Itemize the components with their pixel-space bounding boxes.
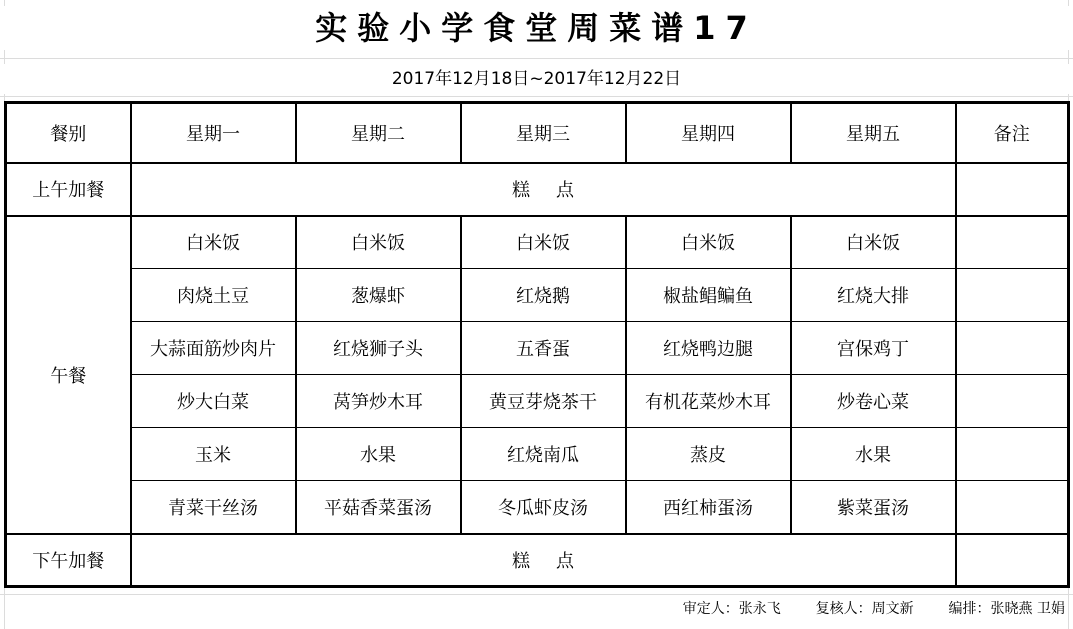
dish-cell: 五香蛋 xyxy=(461,322,626,375)
remark-cell xyxy=(956,216,1069,269)
page-title: 实验小学食堂周菜谱17 xyxy=(0,6,1073,50)
dish-cell: 平菇香菜蛋汤 xyxy=(296,481,461,534)
dish-cell: 蒸皮 xyxy=(626,428,791,481)
remark-cell xyxy=(956,534,1069,587)
dish-cell: 红烧南瓜 xyxy=(461,428,626,481)
lunch-row xyxy=(6,322,1069,375)
header-row xyxy=(6,103,1069,163)
morning-snack-text: 糕点 xyxy=(512,180,600,201)
dish-cell: 水果 xyxy=(296,428,461,481)
dish-cell: 冬瓜虾皮汤 xyxy=(461,481,626,534)
afternoon-snack-text: 糕点 xyxy=(512,550,600,572)
header-day: 星期三 xyxy=(461,103,626,163)
afternoon-snack-row xyxy=(6,534,1069,587)
dish-cell: 红烧大排 xyxy=(791,269,956,322)
dish-cell: 葱爆虾 xyxy=(296,269,461,322)
dish-cell: 白米饭 xyxy=(626,216,791,269)
dish-cell: 白米饭 xyxy=(131,216,296,269)
header-day: 星期一 xyxy=(131,103,296,163)
header-remark: 备注 xyxy=(956,103,1069,163)
dish-cell: 有机花菜炒木耳 xyxy=(626,375,791,428)
dish-cell: 炒卷心菜 xyxy=(791,375,956,428)
afternoon-snack-content xyxy=(131,534,956,587)
dish-cell: 肉烧土豆 xyxy=(131,269,296,322)
lunch-row xyxy=(6,216,1069,269)
dish-cell: 大蒜面筋炒肉片 xyxy=(131,322,296,375)
morning-snack-content xyxy=(131,163,956,216)
date-range: 2017年12月18日~2017年12月22日 xyxy=(0,64,1073,94)
remark-cell xyxy=(956,428,1069,481)
gridline xyxy=(0,96,1073,97)
lunch-row xyxy=(6,375,1069,428)
reviewer-credit: 审定人：张永飞 xyxy=(682,601,781,617)
gridline xyxy=(0,594,1073,595)
afternoon-snack-label: 下午加餐 xyxy=(6,534,131,587)
dish-cell: 白米饭 xyxy=(296,216,461,269)
morning-snack-row xyxy=(6,163,1069,216)
lunch-row xyxy=(6,428,1069,481)
header-meal: 餐别 xyxy=(6,103,131,163)
lunch-row xyxy=(6,269,1069,322)
dish-cell: 白米饭 xyxy=(791,216,956,269)
checker-credit: 复核人：周文新 xyxy=(815,601,914,617)
dish-cell: 莴笋炒木耳 xyxy=(296,375,461,428)
lunch-row xyxy=(6,481,1069,534)
lunch-label: 午餐 xyxy=(6,216,131,534)
dish-cell: 红烧鸭边腿 xyxy=(626,322,791,375)
morning-snack-label: 上午加餐 xyxy=(6,163,131,216)
dish-cell: 紫菜蛋汤 xyxy=(791,481,956,534)
remark-cell xyxy=(956,481,1069,534)
header-day: 星期二 xyxy=(296,103,461,163)
header-day: 星期四 xyxy=(626,103,791,163)
dish-cell: 黄豆芽烧茶干 xyxy=(461,375,626,428)
remark-cell xyxy=(956,322,1069,375)
dish-cell: 青菜干丝汤 xyxy=(131,481,296,534)
dish-cell: 红烧狮子头 xyxy=(296,322,461,375)
remark-cell xyxy=(956,375,1069,428)
dish-cell: 白米饭 xyxy=(461,216,626,269)
editor-credit: 编排：张晓燕 卫娟 xyxy=(948,601,1065,617)
remark-cell xyxy=(956,163,1069,216)
dish-cell: 椒盐鲳鳊鱼 xyxy=(626,269,791,322)
dish-cell: 红烧鹅 xyxy=(461,269,626,322)
weekly-menu-table xyxy=(4,101,1070,588)
header-day: 星期五 xyxy=(791,103,956,163)
gridline xyxy=(0,58,1073,59)
footer-signatures xyxy=(683,598,1065,620)
remark-cell xyxy=(956,269,1069,322)
dish-cell: 宫保鸡丁 xyxy=(791,322,956,375)
dish-cell: 西红柿蛋汤 xyxy=(626,481,791,534)
dish-cell: 水果 xyxy=(791,428,956,481)
dish-cell: 炒大白菜 xyxy=(131,375,296,428)
dish-cell: 玉米 xyxy=(131,428,296,481)
